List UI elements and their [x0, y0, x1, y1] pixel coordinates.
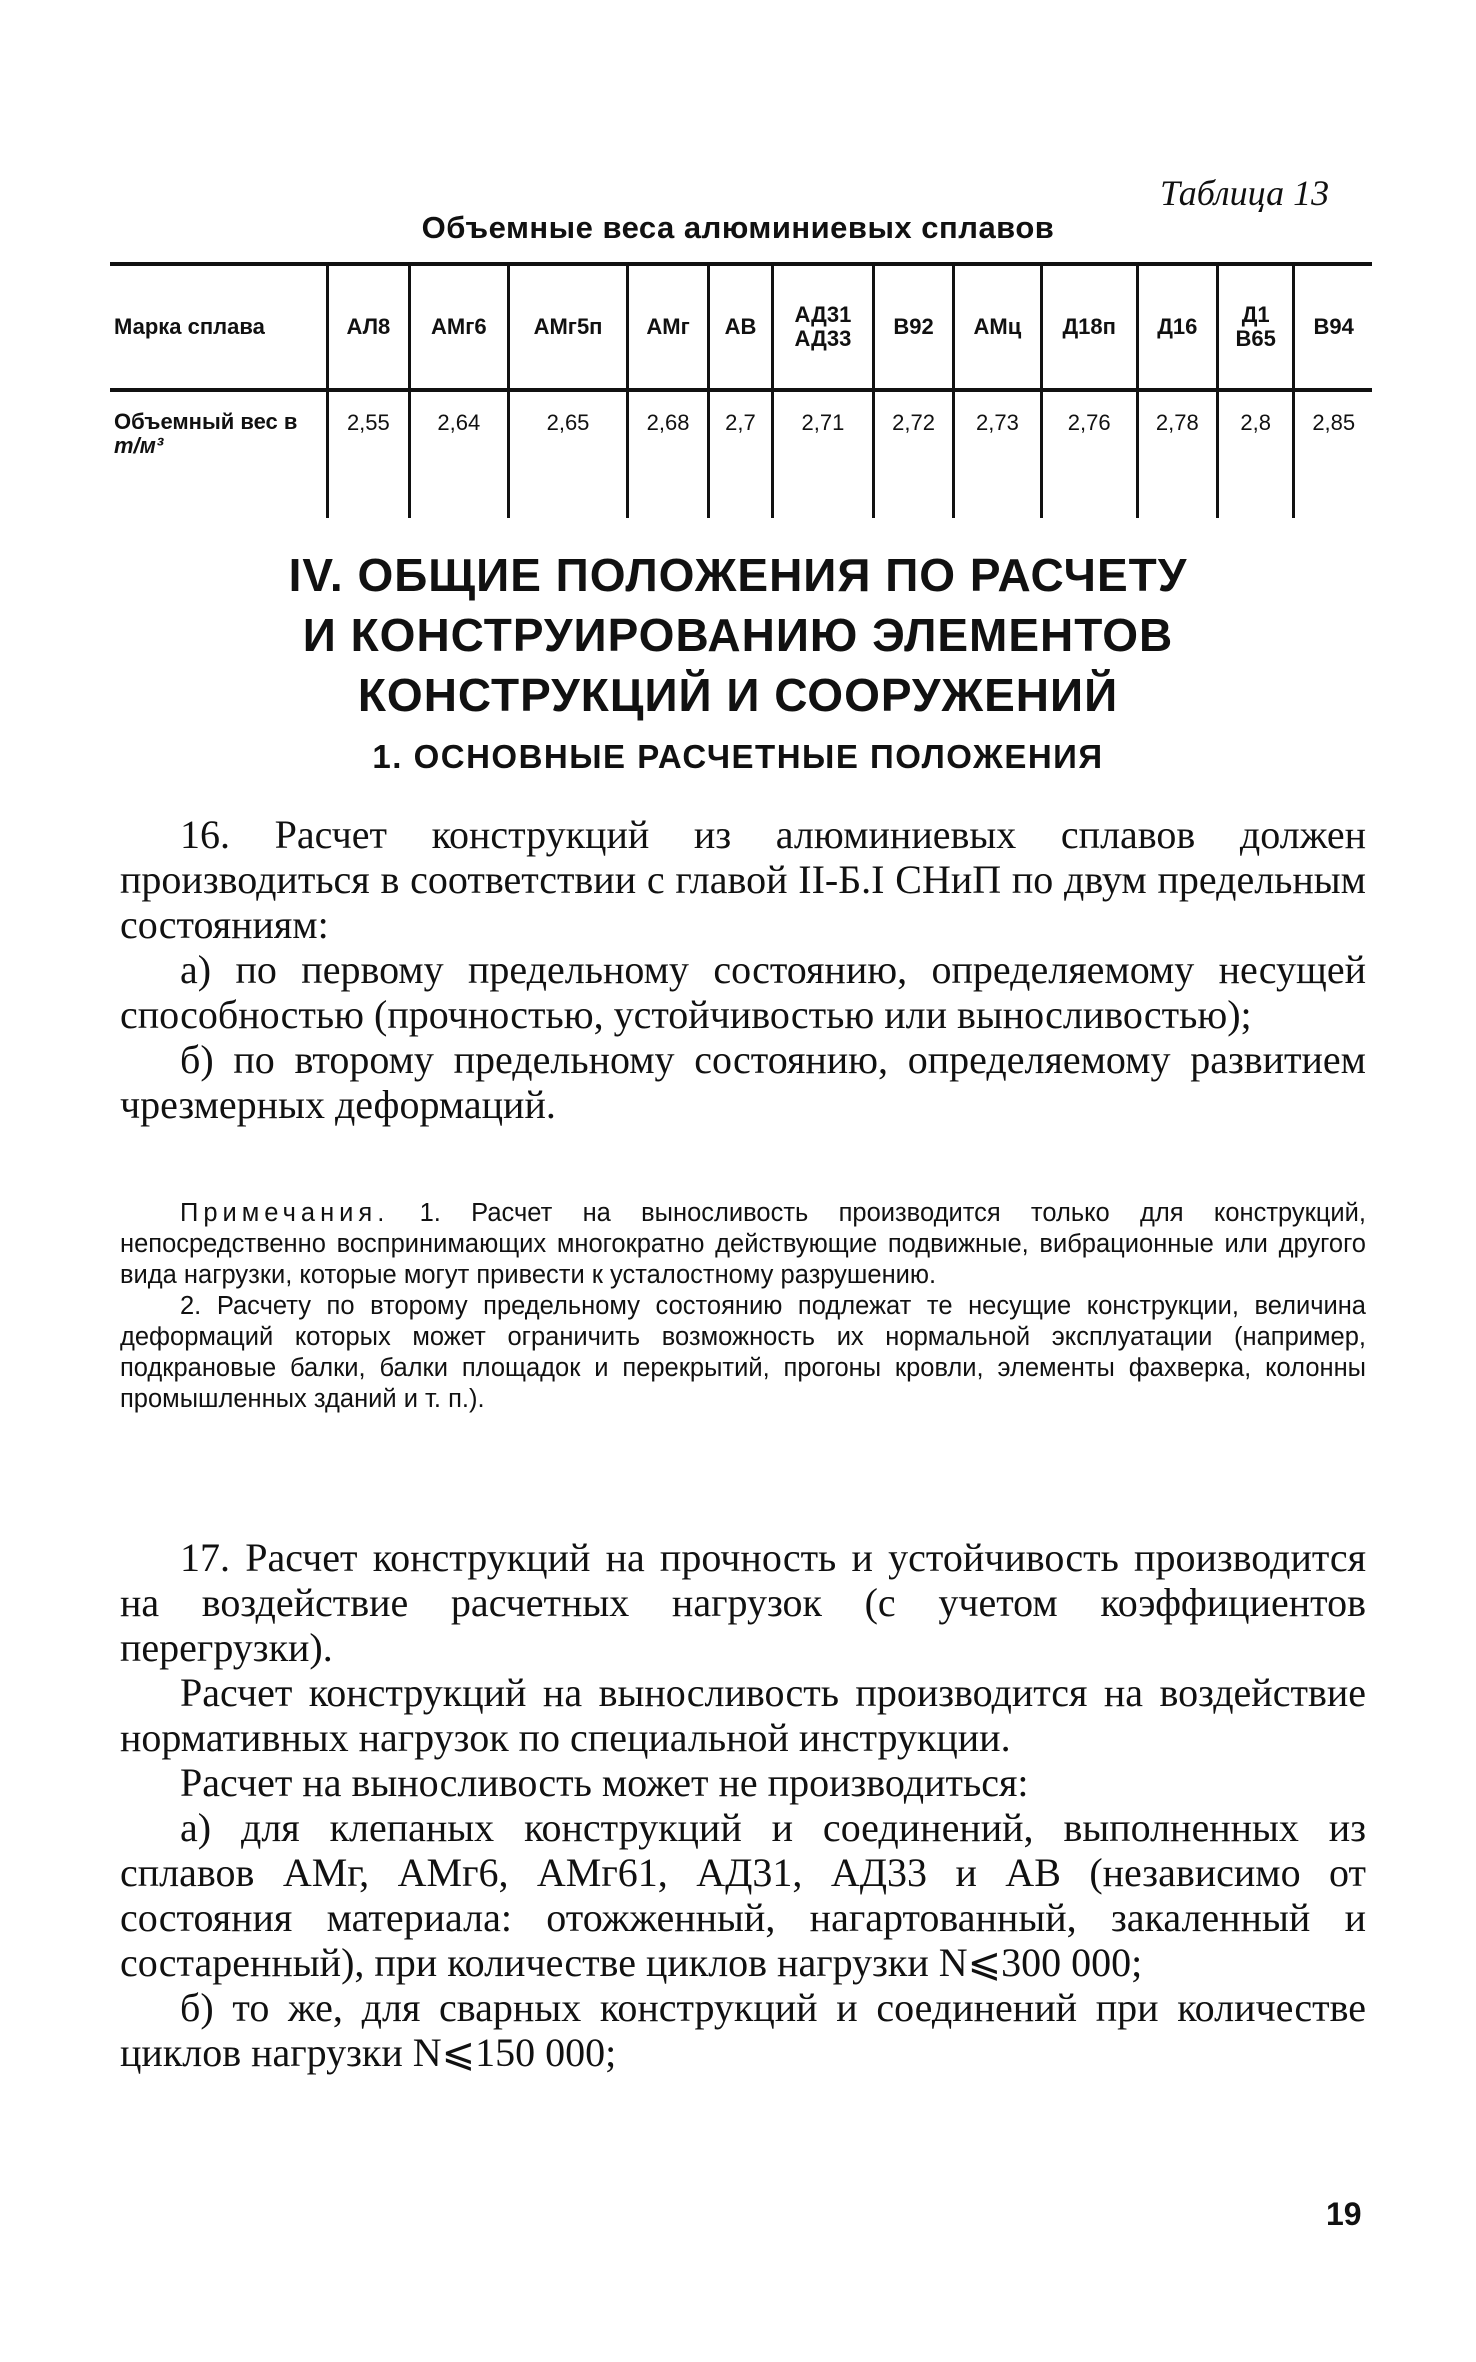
note-1: Примечания. 1. Расчет на выносливость производится только для конструкций, непосредственно воспринимающих многократно действующие подвижные, вибрационные или другого вида нагрузки, которые могут привести к усталостному разрушению. [120, 1199, 1366, 1289]
paragraph-17-p3: Расчет на выносливость может не производиться: [180, 1760, 1029, 1805]
paragraph-17-item-b: б) то же, для сварных конструкций и соединений при количестве циклов нагрузки N⩽150 000; [120, 1985, 1366, 2075]
grade-cell: АМг6 [409, 264, 508, 390]
value-cell: 2,55 [328, 390, 410, 518]
paragraph-17-p1: 17. Расчет конструкций на прочность и устойчивость производится на воздействие расчетных нагрузок (с учетом коэффициентов перегрузки). [120, 1535, 1366, 1670]
paragraph-17 [120, 1535, 1366, 2075]
grade-cell: АВ [709, 264, 773, 390]
table-label: Таблица 13 [1160, 173, 1330, 213]
row-header-weight: Объемный вес в т/м³ [114, 409, 298, 458]
value-cell: 2,64 [409, 390, 508, 518]
paragraph-16-item-b: б) по второму предельному состоянию, определяемому развитием чрезмерных деформаций. [120, 1037, 1366, 1127]
paragraph-16-intro: 16. Расчет конструкций из алюминиевых сплавов должен производиться в соответствии с главой II-Б.I СНиП по двум предельным состояниям: [120, 812, 1366, 947]
grade-cell: АМг5п [508, 264, 627, 390]
subsection-heading: 1. ОСНОВНЫЕ РАСЧЕТНЫЕ ПОЛОЖЕНИЯ [372, 738, 1104, 775]
alloy-density-table [110, 262, 1372, 518]
grade-cell: Д18п [1041, 264, 1137, 390]
value-cell: 2,85 [1294, 390, 1372, 518]
grade-cell: АД31 АД33 [772, 264, 873, 390]
notes-block [120, 1198, 1366, 1415]
value-cell: 2,68 [628, 390, 709, 518]
value-cell: 2,71 [772, 390, 873, 518]
paragraph-16 [120, 812, 1366, 1127]
grade-cell: АМг [628, 264, 709, 390]
note-2: 2. Расчету по второму предельному состоянию подлежат те несущие конструкции, величина деформаций которых может ограничить возможность их нормальной эксплуатации (например, подкрановые балки, балки площадок и перекрытий, прогоны кровли, элементы фахверка, колонны промышленных зданий и т. п.). [120, 1292, 1366, 1413]
section-heading: IV. ОБЩИЕ ПОЛОЖЕНИЯ ПО РАСЧЕТУ И КОНСТРУИРОВАНИЮ ЭЛЕМЕНТОВ КОНСТРУКЦИЙ И СООРУЖЕНИЙ [288, 549, 1188, 721]
table-row-grades [110, 264, 1372, 390]
value-cell: 2,8 [1217, 390, 1294, 518]
value-cell: 2,65 [508, 390, 627, 518]
grade-cell: Д1 В65 [1217, 264, 1294, 390]
page-number: 19 [1326, 2196, 1362, 2232]
grade-cell: АЛ8 [328, 264, 410, 390]
value-cell: 2,72 [873, 390, 953, 518]
grade-cell: В94 [1294, 264, 1372, 390]
value-cell: 2,7 [709, 390, 773, 518]
value-cell: 2,73 [954, 390, 1042, 518]
row-header-grade: Марка сплава [110, 264, 328, 390]
paragraph-16-item-a: а) по первому предельному состоянию, определяемому несущей способностью (прочностью, устойчивостью или выносливостью); [120, 947, 1366, 1037]
table-row-weights [110, 390, 1372, 518]
value-cell: 2,76 [1041, 390, 1137, 518]
paragraph-17-p2: Расчет конструкций на выносливость производится на воздействие нормативных нагрузок по специальной инструкции. [120, 1670, 1366, 1760]
table-caption: Объемные веса алюминиевых сплавов [421, 210, 1055, 245]
grade-cell: Д16 [1137, 264, 1217, 390]
grade-cell: АМц [954, 264, 1042, 390]
paragraph-17-item-a: а) для клепаных конструкций и соединений, выполненных из сплавов АМг, АМг6, АМг61, АД31, АД33 и АВ (независимо от состояния материала: отожженный, нагартованный, закаленный и состаренный), при количестве циклов нагрузки N⩽300 000; [120, 1805, 1366, 1985]
grade-cell: В92 [873, 264, 953, 390]
value-cell: 2,78 [1137, 390, 1217, 518]
